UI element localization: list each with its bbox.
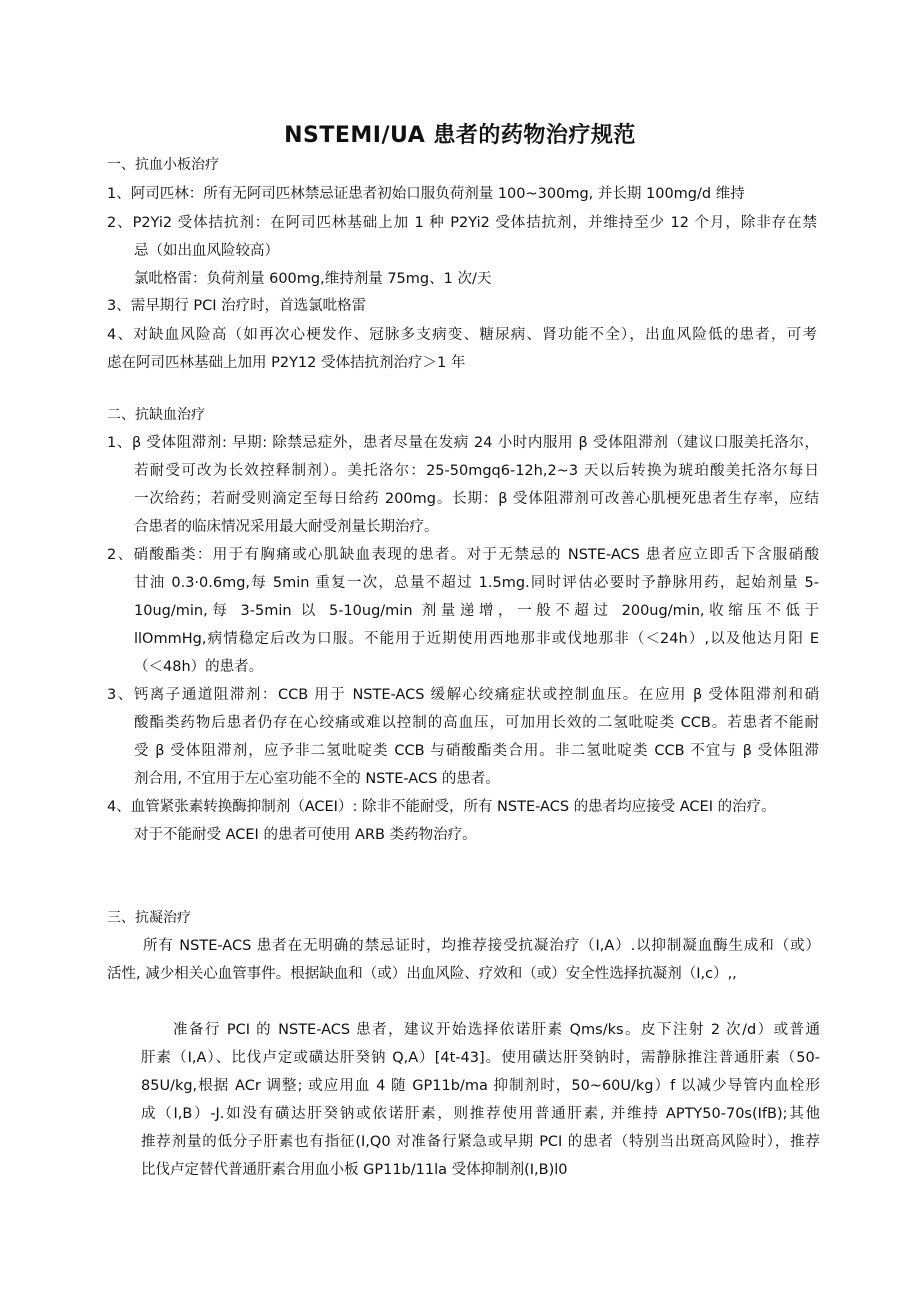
- anticoagulant-para2-line-4: 成（I,B）-J.如没有磺达肝癸钠或依诺肝素，则推荐使用普通肝素, 并维持 APTY50-70s(IfB);其他: [141, 1106, 820, 1122]
- antiischemic-line-5: 2、硝酸酯类：用于有胸痛或心肌缺血表现的患者。对于无禁忌的 NSTE-ACS 患者应立即舌下含服硝酸: [107, 547, 819, 563]
- antiischemic-line-2: 若耐受可改为长效控释制剂）。美托洛尔：25-50mgq6-12h,2~3 天以后转换为琥珀酸美托洛尔每日: [134, 463, 819, 479]
- antiischemic-line-11: 酸酯类药物后患者仍存在心绞痛或难以控制的高血压，可加用长效的二氢吡啶类 CCB。若患者不能耐: [134, 715, 819, 731]
- anticoagulant-para1-line-1: 所有 NSTE-ACS 患者在无明确的禁忌证时，均推荐接受抗凝治疗（I,A）.以抑制凝血酶生成和（或）: [143, 938, 820, 954]
- section-heading-anticoagulant: 三、抗凝治疗: [107, 910, 191, 926]
- antiischemic-line-6: 甘油 0.3·0.6mg,每 5min 重复一次，总量不超过 1.5mg.同时评估必要时予静脉用药，起始剂量 5-: [134, 575, 819, 591]
- antiischemic-line-15: 对于不能耐受 ACEI 的患者可使用 ARB 类药物治疗。: [134, 827, 477, 843]
- antiplatelet-line-7: 虑在阿司匹林基础上加用 P2Y12 受体拮抗剂治疗＞1 年: [107, 355, 466, 371]
- antiplatelet-line-6: 4、对缺血风险高（如再次心梗发作、冠脉多支病变、糖尿病、肾功能不全），出血风险低的患者，可考: [107, 327, 817, 343]
- antiischemic-line-9: （＜48h）的患者。: [134, 659, 264, 675]
- antiischemic-line-8: llOmmHg,病情稳定后改为口服。不能用于近期使用西地那非或伐地那非（＜24h）,以及他达月阳 E: [134, 631, 819, 647]
- anticoagulant-para1-line-2: 活性, 减少相关心血管事件。根据缺血和（或）出血风险、疗效和（或）安全性选择抗凝剂（I,c）,,: [107, 966, 737, 982]
- anticoagulant-para2-line-3: 85U/kg,根据 ACr 调整; 或应用血 4 随 GP11b/ma 抑制剂时，50~60U/kg）f 以减少导管内血栓形: [141, 1078, 820, 1094]
- antiplatelet-line-1: 1、阿司匹林：所有无阿司匹林禁忌证患者初始口服负荷剂量 100~300mg, 并长期 100mg/d 维持: [107, 186, 745, 202]
- antiischemic-line-13: 剂合用, 不宜用于左心室功能不全的 NSTE-ACS 的患者。: [134, 771, 500, 787]
- antiplatelet-line-5: 3、需早期行 PCI 治疗时，首选氯吡格雷: [107, 298, 367, 314]
- section-heading-antiplatelet: 一、抗血小板治疗: [107, 157, 219, 173]
- antiplatelet-line-3: 忌（如出血风险较高）: [134, 243, 279, 259]
- antiplatelet-line-4: 氯吡格雷：负荷剂量 600mg,维持剂量 75mg、1 次/天: [134, 271, 492, 287]
- anticoagulant-para2-line-1: 准备行 PCI 的 NSTE-ACS 患者，建议开始选择依诺肝素 Qms/ks。皮下注射 2 次/d）或普通: [173, 1022, 820, 1038]
- section-heading-antiischemic: 二、抗缺血治疗: [107, 407, 205, 423]
- antiischemic-line-4: 合患者的临床情况采用最大耐受剂量长期治疗。: [134, 519, 439, 535]
- antiischemic-line-10: 3、钙离子通道阻滞剂：CCB 用于 NSTE-ACS 缓解心绞痛症状或控制血压。在应用 β 受体阻滞剂和硝: [107, 687, 819, 703]
- antiischemic-line-14: 4、血管紧张素转换酶抑制剂（ACEI）: 除非不能耐受，所有 NSTE-ACS 的患者均应接受 ACEI 的治疗。: [107, 799, 776, 815]
- antiischemic-line-12: 受 β 受体阻滞剂，应予非二氢吡啶类 CCB 与硝酸酯类合用。非二氢吡啶类 CCB 不宜与 β 受体阻滞: [134, 743, 819, 759]
- page-title: NSTEMI/UA 患者的药物治疗规范: [284, 123, 636, 148]
- antiplatelet-line-2: 2、P2Yi2 受体拮抗剂：在阿司匹林基础上加 1 种 P2Yi2 受体拮抗剂，并维持至少 12 个月，除非存在禁: [107, 215, 817, 231]
- antiischemic-line-3: 一次给药；若耐受则滴定至每日给药 200mg。长期：β 受体阻滞剂可改善心肌梗死患者生存率，应结: [134, 491, 819, 507]
- anticoagulant-para2-line-5: 推荐剂量的低分子肝素也有指征(I,Q0 对准备行紧急或早期 PCI 的患者（特别当出斑高风险时），推荐: [141, 1134, 820, 1150]
- anticoagulant-para2-line-6: 比伐卢定替代普通肝素合用血小板 GP11b/11la 受体抑制剂(I,B)l0: [141, 1162, 568, 1178]
- antiischemic-line-7: 10ug/min,每 3-5min 以 5-10ug/min 剂量递增，一般不超过 200ug/min,收缩压不低于: [134, 603, 819, 619]
- anticoagulant-para2-line-2: 肝素（I,A）、比伐卢定或磺达肝癸钠 Q,A）[4t-43]。使用磺达肝癸钠时，需静脉推注普通肝素（50-: [141, 1050, 820, 1066]
- antiischemic-line-1: 1、β 受体阻滞剂: 早期: 除禁忌症外，患者尽量在发病 24 小时内服用 β 受体阻滞剂（建议口服美托洛尔，: [107, 435, 819, 451]
